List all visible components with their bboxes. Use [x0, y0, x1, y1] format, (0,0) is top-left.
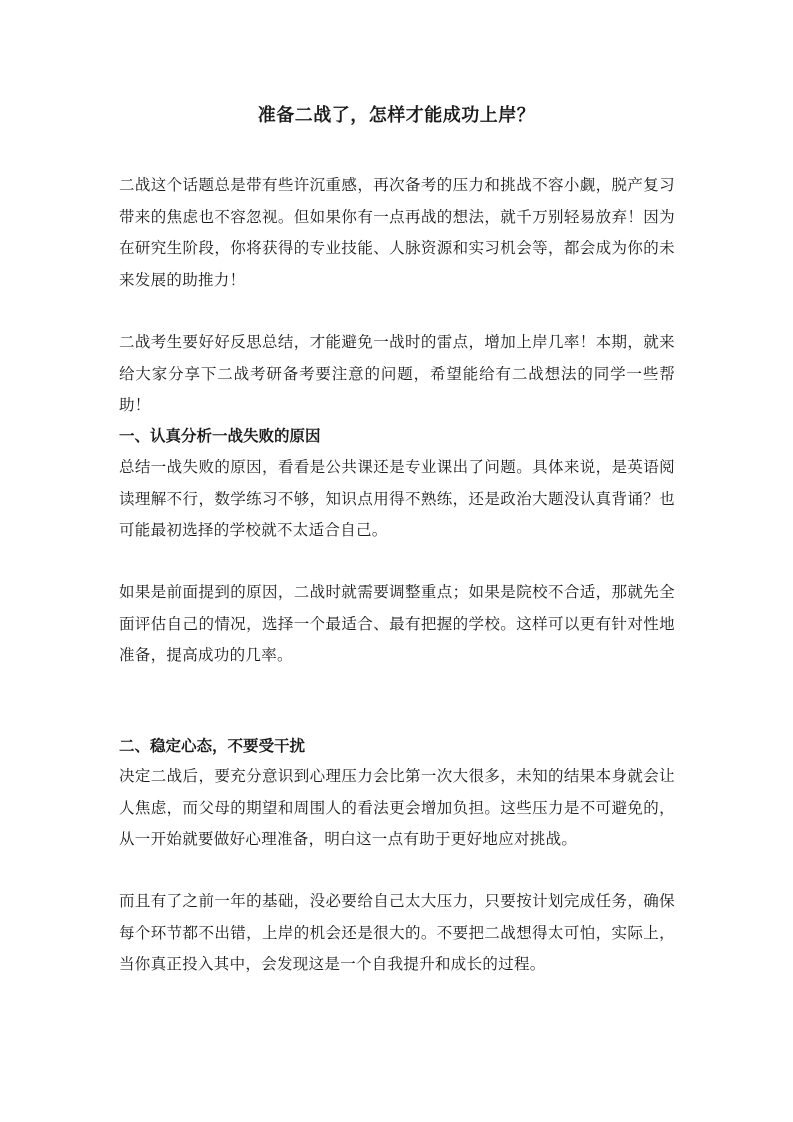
section-2-paragraph-1: 决定二战后，要充分意识到心理压力会比第一次大很多，未知的结果本身就会让人焦虑，而父母的期望和周围人的看法更会增加负担。这些压力是不可避免的，从一开始就要做好心理准备，明白这一点有助于更好地应对挑战。 — [119, 767, 675, 848]
document-title: 准备二战了，怎样才能成功上岸？ — [257, 105, 536, 126]
section-2-paragraph-2: 而且有了之前一年的基础，没必要给自己太大压力，只要按计划完成任务，确保每个环节都不出错，上岸的机会还是很大的。不要把二战想得太可怕，实际上，当你真正投入其中，会发现这是一个自我提升和成长的过程。 — [119, 892, 675, 973]
intro-paragraph-2: 二战考生要好好反思总结，才能避免一战时的雷点，增加上岸几率！本期，就来给大家分享下二战考研备考要注意的问题，希望能给有二战想法的同学一些帮助！ — [119, 333, 675, 414]
section-1-paragraph-2: 如果是前面提到的原因，二战时就需要调整重点；如果是院校不合适，那就先全面评估自己的情况，选择一个最适合、最有把握的学校。这样可以更有针对性地准备，提高成功的几率。 — [119, 583, 675, 664]
intro-paragraph-1: 二战这个话题总是带有些许沉重感，再次备考的压力和挑战不容小觑，脱产复习带来的焦虑也不容忽视。但如果你有一点再战的想法，就千万别轻易放弃！因为在研究生阶段，你将获得的专业技能、人脉资源和实习机会等，都会成为你的未来发展的助推力！ — [119, 176, 675, 289]
section-2-heading: 二、稳定心态，不要受干扰 — [119, 737, 306, 755]
section-1-heading: 一、认真分析一战失败的原因 — [119, 427, 321, 445]
section-1-paragraph-1: 总结一战失败的原因，看看是公共课还是专业课出了问题。具体来说，是英语阅读理解不行，数学练习不够，知识点用得不熟练，还是政治大题没认真背诵？也可能最初选择的学校就不太适合自己。 — [119, 458, 675, 539]
